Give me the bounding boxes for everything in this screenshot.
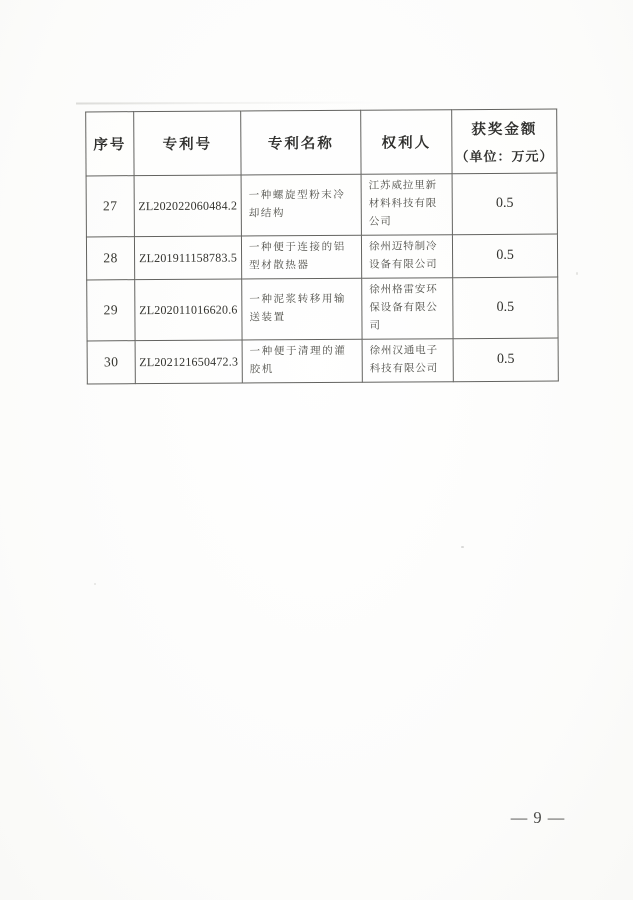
cell-amount: 0.5 <box>453 277 558 339</box>
header-cell-serial: 序号 <box>86 112 134 176</box>
cell-patent-number: ZL202011016620.6 <box>135 279 242 341</box>
cell-owner: 徐州汉通电子科技有限公司 <box>362 339 453 383</box>
cell-amount: 0.5 <box>452 234 557 278</box>
patent-award-table-wrapper <box>85 109 559 385</box>
cell-amount: 0.5 <box>452 173 557 235</box>
scan-speck <box>94 583 96 585</box>
cell-serial: 28 <box>86 237 134 280</box>
cell-serial: 29 <box>87 280 135 341</box>
cell-patent-name: 一种泥浆转移用输送装置 <box>242 278 362 340</box>
amount-header-title: 获奖金额 <box>471 121 538 139</box>
cell-owner: 徐州格雷安环保设备有限公司 <box>362 278 453 340</box>
scan-speck <box>461 546 464 548</box>
cell-patent-name: 一种便于连接的铝型材散热器 <box>241 235 361 279</box>
page-number: — 9 — <box>510 808 566 827</box>
cell-patent-number: ZL202022060484.2 <box>134 175 241 237</box>
cell-owner: 江苏威拉里新材料科技有限公司 <box>361 174 452 236</box>
cell-patent-number: ZL202121650472.3 <box>135 340 242 384</box>
amount-header-unit: （单位：万元） <box>455 148 554 165</box>
cell-serial: 30 <box>87 341 135 384</box>
cell-owner: 徐州迈特制冷设备有限公司 <box>361 235 452 279</box>
header-cell-owner: 权利人 <box>361 110 452 175</box>
scan-speck <box>576 272 578 275</box>
table-row <box>87 277 558 341</box>
table-header-row <box>86 109 557 176</box>
table-row <box>86 234 557 280</box>
patent-award-table <box>85 109 559 385</box>
header-cell-amount <box>452 109 557 174</box>
scan-artifact-line <box>76 101 386 104</box>
cell-patent-name: 一种便于清理的灌胶机 <box>242 339 362 383</box>
header-cell-patent-name: 专利名称 <box>241 110 361 175</box>
cell-patent-name: 一种螺旋型粉末冷却结构 <box>241 174 361 236</box>
cell-amount: 0.5 <box>453 338 558 382</box>
table-row <box>86 173 557 237</box>
header-cell-patent-number: 专利号 <box>134 111 241 176</box>
cell-serial: 27 <box>86 176 134 237</box>
table-row <box>87 338 558 384</box>
cell-patent-number: ZL201911158783.5 <box>134 236 241 280</box>
